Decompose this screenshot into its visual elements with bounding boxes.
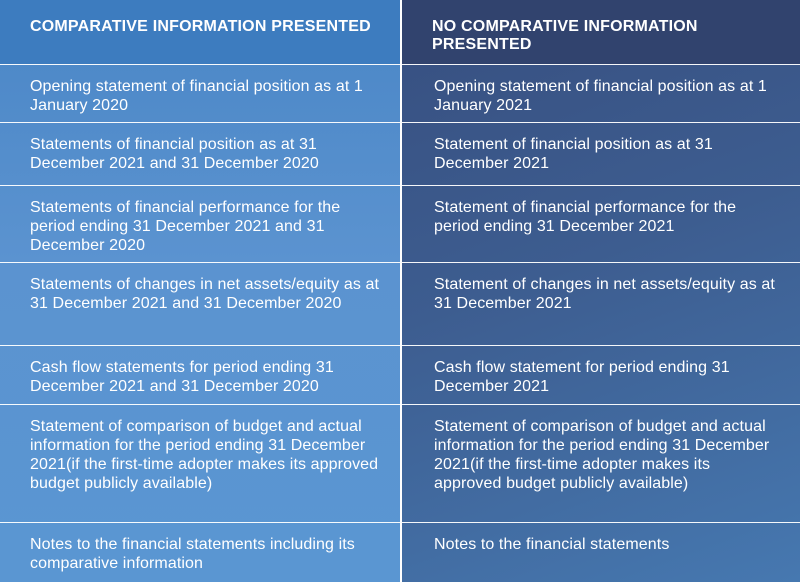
table-row: Statement of comparison of budget and actual information for the period ending 31 December 2021(if the first-time adopter makes its approved budget publicly available) xyxy=(0,404,400,522)
table-row: Notes to the financial statements xyxy=(402,522,800,582)
table-row: Statement of changes in net assets/equity as at 31 December 2021 xyxy=(402,262,800,345)
table-row: Statements of financial performance for the period ending 31 December 2021 and 31 December 2020 xyxy=(0,185,400,262)
table-row: Opening statement of financial position as at 1 January 2020 xyxy=(0,64,400,122)
column-header-comparative: COMPARATIVE INFORMATION PRESENTED xyxy=(0,0,400,64)
table-row: Statements of changes in net assets/equity as at 31 December 2021 and 31 December 2020 xyxy=(0,262,400,345)
column-header-no-comparative: NO COMPARATIVE INFORMATION PRESENTED xyxy=(402,0,800,64)
table-row: Cash flow statement for period ending 31 December 2021 xyxy=(402,345,800,404)
table-row: Statement of financial performance for the period ending 31 December 2021 xyxy=(402,185,800,262)
no-comparative-information-column xyxy=(402,0,800,582)
table-row: Notes to the financial statements including its comparative information xyxy=(0,522,400,582)
table-row: Cash flow statements for period ending 31 December 2021 and 31 December 2020 xyxy=(0,345,400,404)
table-row: Statements of financial position as at 31 December 2021 and 31 December 2020 xyxy=(0,122,400,185)
table-row: Statement of comparison of budget and actual information for the period ending 31 December 2021(if the first-time adopter makes its approved budget publicly available) xyxy=(402,404,800,522)
table-row: Opening statement of financial position as at 1 January 2021 xyxy=(402,64,800,122)
table-row: Statement of financial position as at 31 December 2021 xyxy=(402,122,800,185)
